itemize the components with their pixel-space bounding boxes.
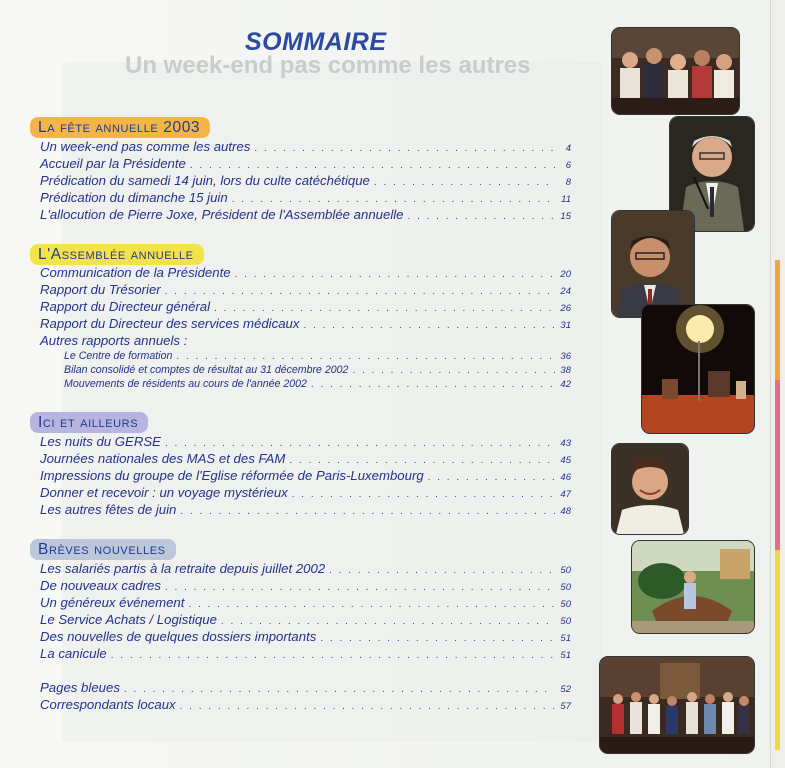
dot-leader — [214, 303, 555, 314]
section-label: L'Assemblée annuelle — [30, 244, 204, 265]
entry-title: Prédication du dimanche 15 juin — [40, 190, 228, 205]
dot-leader — [329, 565, 555, 576]
dot-leader — [311, 379, 555, 390]
section-header-fete — [30, 117, 210, 138]
dot-leader — [111, 650, 555, 661]
entry-title: Prédication du samedi 14 juin, lors du culte catéchétique — [40, 173, 370, 188]
entry-title: Un généreux événement — [40, 595, 185, 610]
toc-entry[interactable] — [40, 629, 571, 644]
dot-leader — [232, 194, 555, 205]
entry-title: Correspondants locaux — [40, 697, 176, 712]
dot-leader — [180, 701, 555, 712]
toc-entry[interactable] — [40, 612, 571, 627]
dot-leader — [165, 286, 555, 297]
toc-entry[interactable] — [40, 265, 571, 280]
dot-leader — [408, 211, 555, 222]
toc-subheading — [40, 333, 187, 348]
edge-color-strip-yellow — [775, 550, 780, 750]
toc-entry[interactable] — [40, 282, 571, 297]
entry-page: 15 — [560, 211, 571, 222]
toc-entry[interactable] — [40, 451, 571, 466]
toc-entry[interactable] — [40, 697, 571, 712]
toc-entry[interactable] — [40, 485, 571, 500]
stage-spotlight-photo — [642, 305, 754, 433]
toc-entry[interactable] — [40, 190, 571, 205]
dot-leader — [292, 489, 555, 500]
section-header-breves — [30, 539, 176, 560]
toc-entry[interactable] — [40, 561, 571, 576]
entry-title: Le Service Achats / Logistique — [40, 612, 217, 627]
toc-entry[interactable] — [40, 299, 571, 314]
entry-page: 43 — [560, 438, 571, 449]
entry-page: 48 — [560, 506, 571, 517]
entry-title: Impressions du groupe de l'Eglise réformée de Paris-Luxembourg — [40, 468, 424, 483]
entry-title: La canicule — [40, 646, 107, 661]
toc-entry[interactable] — [40, 578, 571, 593]
toc-entry[interactable] — [40, 502, 571, 517]
entry-page: 38 — [560, 365, 571, 376]
entry-title: Un week-end pas comme les autres — [40, 139, 251, 154]
dot-leader — [374, 177, 555, 188]
dot-leader — [289, 455, 555, 466]
dot-leader — [188, 599, 555, 610]
entry-title: Les nuits du GERSE — [40, 434, 161, 449]
entry-page: 4 — [565, 143, 571, 154]
entry-title: Le Centre de formation — [64, 350, 173, 362]
dot-leader — [165, 582, 555, 593]
section-label: La fête annuelle 2003 — [30, 117, 210, 138]
entry-title: Des nouvelles de quelques dossiers importants — [40, 629, 317, 644]
section-label: Ici et ailleurs — [30, 412, 148, 433]
subheading-text: Autres rapports annuels : — [40, 333, 188, 348]
entry-title: De nouveaux cadres — [40, 578, 161, 593]
smiling-woman-portrait-photo — [612, 444, 688, 534]
man-with-glasses-portrait-photo — [612, 211, 694, 317]
entry-title: Rapport du Trésorier — [40, 282, 161, 297]
toc-entry[interactable] — [40, 316, 571, 331]
outdoor-sculpture-photo — [632, 541, 754, 633]
entry-page: 47 — [560, 489, 571, 500]
entry-page: 26 — [560, 303, 571, 314]
dot-leader — [352, 365, 555, 376]
entry-page: 24 — [560, 286, 571, 297]
toc-entry[interactable] — [40, 680, 571, 695]
entry-title: Les autres fêtes de juin — [40, 502, 177, 517]
dot-leader — [320, 633, 555, 644]
section-label: Brèves nouvelles — [30, 539, 176, 560]
entry-title: Mouvements de résidents au cours de l'année 2002 — [64, 378, 307, 390]
edge-color-strip-pink — [775, 380, 780, 550]
group-photo-indoors — [600, 657, 754, 753]
edge-color-strip-orange — [775, 260, 780, 380]
toc-subentry[interactable] — [64, 378, 571, 390]
toc-subentry[interactable] — [64, 364, 571, 376]
entry-title: Communication de la Présidente — [40, 265, 231, 280]
section-header-assemblee — [30, 244, 204, 265]
toc-entry[interactable] — [40, 468, 571, 483]
entry-page: 45 — [560, 455, 571, 466]
dot-leader — [303, 320, 555, 331]
entry-title: Bilan consolidé et comptes de résultat au 31 décembre 2002 — [64, 364, 349, 376]
toc-entry[interactable] — [40, 139, 571, 154]
entry-page: 36 — [560, 351, 571, 362]
entry-title: Rapport du Directeur des services médicaux — [40, 316, 300, 331]
dot-leader — [428, 472, 555, 483]
entry-page: 11 — [561, 194, 571, 205]
entry-title: Pages bleues — [40, 680, 120, 695]
children-singing-photo — [612, 28, 739, 114]
entry-page: 42 — [560, 379, 571, 390]
entry-page: 8 — [565, 177, 571, 188]
entry-page: 6 — [565, 160, 571, 171]
entry-page: 51 — [560, 633, 571, 644]
entry-title: Accueil par la Présidente — [40, 156, 186, 171]
toc-entry[interactable] — [40, 207, 571, 222]
dot-leader — [190, 160, 555, 171]
entry-page: 50 — [560, 565, 571, 576]
toc-subentry[interactable] — [64, 350, 571, 362]
entry-page: 50 — [560, 582, 571, 593]
dot-leader — [180, 506, 555, 517]
toc-entry[interactable] — [40, 156, 571, 171]
entry-page: 50 — [560, 599, 571, 610]
toc-entry[interactable] — [40, 646, 571, 661]
toc-entry[interactable] — [40, 173, 571, 188]
dot-leader — [165, 438, 555, 449]
entry-page: 50 — [560, 616, 571, 627]
entry-page: 31 — [560, 320, 571, 331]
dot-leader — [176, 351, 555, 362]
dot-leader — [235, 269, 555, 280]
entry-title: L'allocution de Pierre Joxe, Président de l'Assemblée annuelle — [40, 207, 404, 222]
entry-page: 20 — [560, 269, 571, 280]
entry-title: Rapport du Directeur général — [40, 299, 211, 314]
page-title: SOMMAIRE — [245, 28, 387, 56]
toc-entry[interactable] — [40, 595, 571, 610]
entry-title: Les salariés partis à la retraite depuis juillet 2002 — [40, 561, 326, 576]
entry-title: Journées nationales des MAS et des FAM — [40, 451, 286, 466]
dot-leader — [254, 143, 555, 154]
dot-leader — [124, 684, 555, 695]
entry-title: Donner et recevoir : un voyage mystérieux — [40, 485, 288, 500]
dot-leader — [221, 616, 555, 627]
background-faded-title: Un week-end pas comme les autres — [125, 52, 531, 79]
toc-entry[interactable] — [40, 434, 571, 449]
entry-page: 46 — [560, 472, 571, 483]
entry-page: 52 — [560, 684, 571, 695]
section-header-ici-ailleurs — [30, 412, 148, 433]
entry-page: 57 — [560, 701, 571, 712]
entry-page: 51 — [560, 650, 571, 661]
